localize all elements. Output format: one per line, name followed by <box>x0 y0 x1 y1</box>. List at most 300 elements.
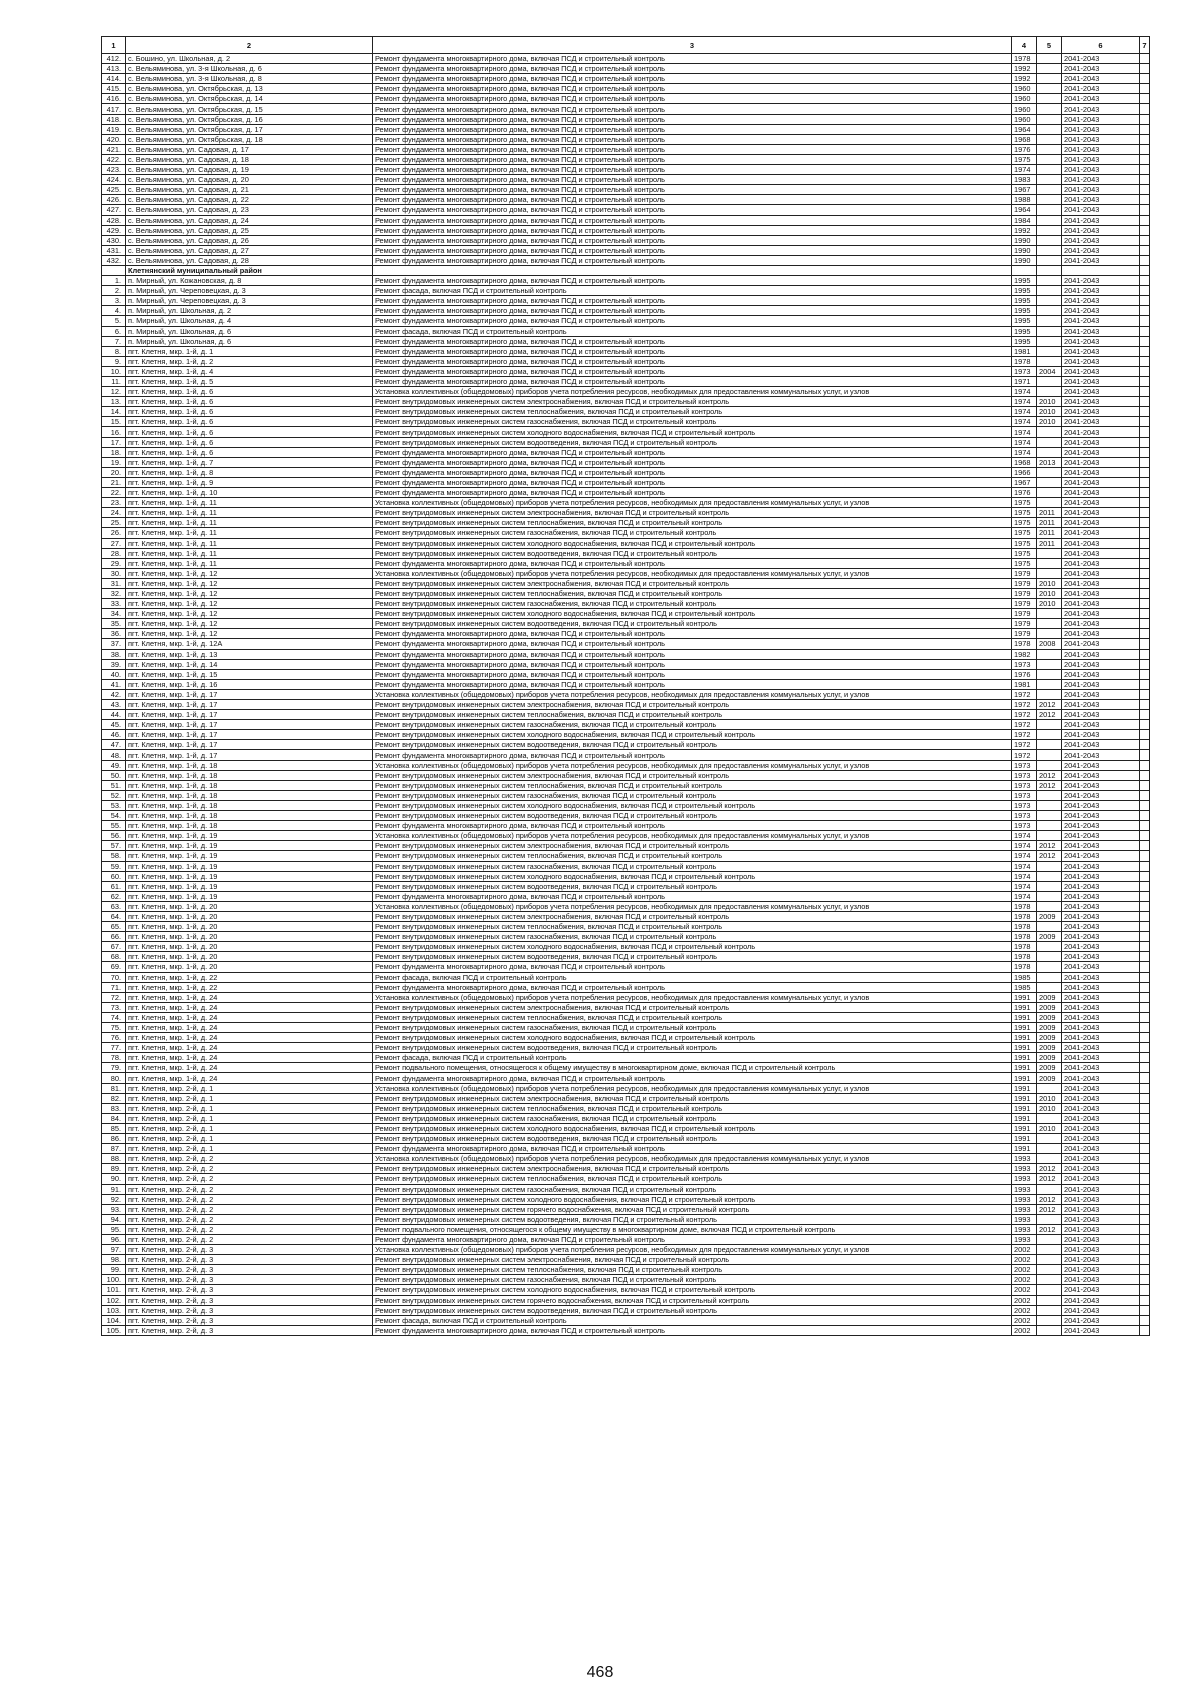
address-cell: пгт. Клетня, мкр. 1-й, д. 11 <box>126 518 373 528</box>
col-7-cell <box>1140 780 1150 790</box>
address-cell: пгт. Клетня, мкр. 1-й, д. 13 <box>126 649 373 659</box>
row-number-cell: 82. <box>102 1093 126 1103</box>
address-cell: пгт. Клетня, мкр. 1-й, д. 20 <box>126 922 373 932</box>
year-last-repair-cell <box>1037 831 1062 841</box>
planned-period-cell: 2041-2043 <box>1062 235 1140 245</box>
planned-period-cell: 2041-2043 <box>1062 114 1140 124</box>
col-7-cell <box>1140 1255 1150 1265</box>
row-number-cell: 35. <box>102 619 126 629</box>
year-last-repair-cell <box>1037 296 1062 306</box>
col-7-cell <box>1140 134 1150 144</box>
year-last-repair-cell <box>1037 144 1062 154</box>
planned-period-cell: 2041-2043 <box>1062 629 1140 639</box>
address-cell: пгт. Клетня, мкр. 1-й, д. 22 <box>126 982 373 992</box>
year-built-cell: 1978 <box>1012 356 1037 366</box>
year-last-repair-cell: 2012 <box>1037 1224 1062 1234</box>
col-7-cell <box>1140 346 1150 356</box>
table-row <box>102 861 1150 871</box>
planned-period-cell: 2041-2043 <box>1062 1204 1140 1214</box>
address-cell: с. Вельяминова, ул. Октябрьская, д. 16 <box>126 114 373 124</box>
year-built-cell: 1975 <box>1012 548 1037 558</box>
col-7-cell <box>1140 851 1150 861</box>
table-row <box>102 397 1150 407</box>
row-number-cell: 62. <box>102 891 126 901</box>
year-built-cell: 1979 <box>1012 568 1037 578</box>
work-type-cell: Ремонт внутридомовых инженерных систем газоснабжения, включая ПСД и строительный контроль <box>373 861 1012 871</box>
planned-period-cell: 2041-2043 <box>1062 457 1140 467</box>
planned-period-cell: 2041-2043 <box>1062 427 1140 437</box>
year-built-cell: 1978 <box>1012 952 1037 962</box>
table-row <box>102 911 1150 921</box>
col-7-cell <box>1140 1033 1150 1043</box>
year-built-cell: 1972 <box>1012 750 1037 760</box>
planned-period-cell: 2041-2043 <box>1062 255 1140 265</box>
planned-period-cell: 2041-2043 <box>1062 710 1140 720</box>
planned-period-cell: 2041-2043 <box>1062 1325 1140 1335</box>
year-built-cell: 1972 <box>1012 710 1037 720</box>
row-number-cell: 79. <box>102 1063 126 1073</box>
year-last-repair-cell <box>1037 942 1062 952</box>
planned-period-cell: 2041-2043 <box>1062 498 1140 508</box>
address-cell: пгт. Клетня, мкр. 1-й, д. 1 <box>126 346 373 356</box>
work-type-cell: Ремонт фундамента многоквартирного дома, включая ПСД и строительный контроль <box>373 1234 1012 1244</box>
address-cell: пгт. Клетня, мкр. 2-й, д. 2 <box>126 1174 373 1184</box>
row-number-cell: 84. <box>102 1113 126 1123</box>
table-row <box>102 195 1150 205</box>
col-7-cell <box>1140 296 1150 306</box>
year-last-repair-cell: 2012 <box>1037 770 1062 780</box>
year-built-cell: 1975 <box>1012 518 1037 528</box>
work-type-cell: Ремонт внутридомовых инженерных систем теплоснабжения, включая ПСД и строительный контроль <box>373 588 1012 598</box>
col-7-cell <box>1140 992 1150 1002</box>
year-last-repair-cell <box>1037 861 1062 871</box>
planned-period-cell: 2041-2043 <box>1062 962 1140 972</box>
year-last-repair-cell <box>1037 114 1062 124</box>
year-last-repair-cell <box>1037 326 1062 336</box>
planned-period-cell: 2041-2043 <box>1062 1285 1140 1295</box>
year-last-repair-cell: 2009 <box>1037 1002 1062 1012</box>
table-row <box>102 881 1150 891</box>
row-number-cell: 60. <box>102 871 126 881</box>
work-type-cell: Ремонт фундамента многоквартирного дома, включая ПСД и строительный контроль <box>373 488 1012 498</box>
col-7-cell <box>1140 1154 1150 1164</box>
col-7-cell <box>1140 387 1150 397</box>
table-row <box>102 387 1150 397</box>
address-cell: пгт. Клетня, мкр. 1-й, д. 12 <box>126 588 373 598</box>
work-type-cell: Ремонт фундамента многоквартирного дома, включая ПСД и строительный контроль <box>373 235 1012 245</box>
year-built-cell: 1973 <box>1012 659 1037 669</box>
year-built-cell: 1960 <box>1012 104 1037 114</box>
year-built-cell: 1972 <box>1012 720 1037 730</box>
year-built-cell: 1975 <box>1012 498 1037 508</box>
planned-period-cell: 2041-2043 <box>1062 185 1140 195</box>
row-number-cell: 85. <box>102 1123 126 1133</box>
year-built-cell: 2002 <box>1012 1245 1037 1255</box>
address-cell: пгт. Клетня, мкр. 1-й, д. 17 <box>126 720 373 730</box>
year-built-cell: 2002 <box>1012 1275 1037 1285</box>
planned-period-cell: 2041-2043 <box>1062 165 1140 175</box>
planned-period-cell: 2041-2043 <box>1062 518 1140 528</box>
table-row <box>102 346 1150 356</box>
planned-period-cell: 2041-2043 <box>1062 1295 1140 1305</box>
row-number-cell: 13. <box>102 397 126 407</box>
year-last-repair-cell <box>1037 195 1062 205</box>
table-row <box>102 74 1150 84</box>
row-number-cell: 22. <box>102 488 126 498</box>
year-last-repair-cell <box>1037 901 1062 911</box>
year-built-cell: 1982 <box>1012 649 1037 659</box>
planned-period-cell: 2041-2043 <box>1062 982 1140 992</box>
row-number-cell: 58. <box>102 851 126 861</box>
address-cell: с. Вельяминова, ул. Садовая, д. 18 <box>126 154 373 164</box>
table-row <box>102 1083 1150 1093</box>
year-built-cell: 1974 <box>1012 447 1037 457</box>
row-number-cell: 101. <box>102 1285 126 1295</box>
year-built-cell: 1964 <box>1012 124 1037 134</box>
header-col-7: 7 <box>1140 37 1150 54</box>
row-number-cell: 427. <box>102 205 126 215</box>
table-row <box>102 780 1150 790</box>
work-type-cell: Установка коллективных (общедомовых) приборов учета потребления ресурсов, необходимых для предоставления коммунальных услуг, и узлов <box>373 689 1012 699</box>
work-type-cell: Ремонт фундамента многоквартирного дома, включая ПСД и строительный контроль <box>373 165 1012 175</box>
planned-period-cell: 2041-2043 <box>1062 144 1140 154</box>
year-last-repair-cell: 2004 <box>1037 366 1062 376</box>
year-last-repair-cell: 2010 <box>1037 1093 1062 1103</box>
table-row <box>102 1325 1150 1335</box>
col-7-cell <box>1140 165 1150 175</box>
work-type-cell: Ремонт внутридомовых инженерных систем водоотведения, включая ПСД и строительный контроль <box>373 740 1012 750</box>
year-last-repair-cell: 2008 <box>1037 639 1062 649</box>
col-7-cell <box>1140 1234 1150 1244</box>
year-built-cell: 1990 <box>1012 235 1037 245</box>
planned-period-cell: 2041-2043 <box>1062 1245 1140 1255</box>
work-type-cell: Ремонт внутридомовых инженерных систем теплоснабжения, включая ПСД и строительный контроль <box>373 407 1012 417</box>
year-built-cell: 1971 <box>1012 377 1037 387</box>
work-type-cell: Ремонт внутридомовых инженерных систем электроснабжения, включая ПСД и строительный контроль <box>373 397 1012 407</box>
row-number-cell: 2. <box>102 286 126 296</box>
table-row <box>102 800 1150 810</box>
row-number-cell: 96. <box>102 1234 126 1244</box>
work-type-cell: Ремонт внутридомовых инженерных систем электроснабжения, включая ПСД и строительный контроль <box>373 841 1012 851</box>
table-row <box>102 760 1150 770</box>
col-7-cell <box>1140 74 1150 84</box>
table-row <box>102 821 1150 831</box>
row-number-cell: 17. <box>102 437 126 447</box>
table-row <box>102 1073 1150 1083</box>
planned-period-cell: 2041-2043 <box>1062 296 1140 306</box>
col-7-cell <box>1140 689 1150 699</box>
work-type-cell: Ремонт фасада, включая ПСД и строительный контроль <box>373 972 1012 982</box>
row-number-cell: 46. <box>102 730 126 740</box>
work-type-cell: Ремонт внутридомовых инженерных систем газоснабжения, включая ПСД и строительный контроль <box>373 528 1012 538</box>
row-number-cell: 68. <box>102 952 126 962</box>
year-built-cell: 1979 <box>1012 599 1037 609</box>
table-row <box>102 1295 1150 1305</box>
work-type-cell: Установка коллективных (общедомовых) приборов учета потребления ресурсов, необходимых для предоставления коммунальных услуг, и узлов <box>373 1245 1012 1255</box>
planned-period-cell: 2041-2043 <box>1062 639 1140 649</box>
address-cell: пгт. Клетня, мкр. 1-й, д. 18 <box>126 770 373 780</box>
planned-period-cell: 2041-2043 <box>1062 881 1140 891</box>
table-row <box>102 1002 1150 1012</box>
year-built-cell: 1973 <box>1012 366 1037 376</box>
row-number-cell: 428. <box>102 215 126 225</box>
address-cell: пгт. Клетня, мкр. 1-й, д. 12 <box>126 629 373 639</box>
year-last-repair-cell <box>1037 891 1062 901</box>
planned-period-cell: 2041-2043 <box>1062 1083 1140 1093</box>
planned-period-cell: 2041-2043 <box>1062 548 1140 558</box>
year-built-cell: 1991 <box>1012 1043 1037 1053</box>
year-last-repair-cell <box>1037 558 1062 568</box>
table-row <box>102 1113 1150 1123</box>
work-type-cell: Ремонт фундамента многоквартирного дома, включая ПСД и строительный контроль <box>373 336 1012 346</box>
repair-schedule-table <box>101 36 1150 1336</box>
table-row <box>102 700 1150 710</box>
address-cell: пгт. Клетня, мкр. 1-й, д. 17 <box>126 700 373 710</box>
row-number-cell: 63. <box>102 901 126 911</box>
row-number-cell: 90. <box>102 1174 126 1184</box>
year-built-cell: 1991 <box>1012 1053 1037 1063</box>
table-row <box>102 447 1150 457</box>
year-last-repair-cell <box>1037 1245 1062 1255</box>
table-row <box>102 1214 1150 1224</box>
row-number-cell: 44. <box>102 710 126 720</box>
row-number-cell: 89. <box>102 1164 126 1174</box>
planned-period-cell: 2041-2043 <box>1062 538 1140 548</box>
table-row <box>102 1234 1150 1244</box>
col-7-cell <box>1140 124 1150 134</box>
planned-period-cell: 2041-2043 <box>1062 558 1140 568</box>
year-last-repair-cell <box>1037 1184 1062 1194</box>
col-7-cell <box>1140 1103 1150 1113</box>
row-number-cell: 45. <box>102 720 126 730</box>
year-last-repair-cell: 2012 <box>1037 1174 1062 1184</box>
planned-period-cell: 2041-2043 <box>1062 477 1140 487</box>
address-cell: пгт. Клетня, мкр. 1-й, д. 19 <box>126 871 373 881</box>
work-type-cell: Ремонт внутридомовых инженерных систем холодного водоснабжения, включая ПСД и строительный контроль <box>373 609 1012 619</box>
row-number-cell: 29. <box>102 558 126 568</box>
year-last-repair-cell: 2009 <box>1037 1043 1062 1053</box>
table-row <box>102 154 1150 164</box>
year-built-cell: 1979 <box>1012 588 1037 598</box>
planned-period-cell: 2041-2043 <box>1062 1073 1140 1083</box>
col-7-cell <box>1140 1144 1150 1154</box>
year-built-cell: 1979 <box>1012 578 1037 588</box>
planned-period-cell: 2041-2043 <box>1062 1214 1140 1224</box>
table-row <box>102 568 1150 578</box>
address-cell: пгт. Клетня, мкр. 1-й, д. 16 <box>126 679 373 689</box>
col-7-cell <box>1140 94 1150 104</box>
year-built-cell: 1974 <box>1012 427 1037 437</box>
year-built-cell: 2002 <box>1012 1325 1037 1335</box>
address-cell: пгт. Клетня, мкр. 1-й, д. 12 <box>126 568 373 578</box>
row-number-cell: 11. <box>102 377 126 387</box>
year-built-cell: 1991 <box>1012 1063 1037 1073</box>
year-built-cell: 1974 <box>1012 165 1037 175</box>
address-cell: пгт. Клетня, мкр. 1-й, д. 19 <box>126 861 373 871</box>
address-cell: пгт. Клетня, мкр. 1-й, д. 9 <box>126 477 373 487</box>
year-last-repair-cell: 2010 <box>1037 417 1062 427</box>
address-cell: пгт. Клетня, мкр. 1-й, д. 24 <box>126 1023 373 1033</box>
col-7-cell <box>1140 1134 1150 1144</box>
work-type-cell: Ремонт внутридомовых инженерных систем водоотведения, включая ПСД и строительный контроль <box>373 952 1012 962</box>
planned-period-cell: 2041-2043 <box>1062 215 1140 225</box>
col-7-cell <box>1140 1265 1150 1275</box>
year-last-repair-cell <box>1037 316 1062 326</box>
work-type-cell: Ремонт внутридомовых инженерных систем электроснабжения, включая ПСД и строительный контроль <box>373 578 1012 588</box>
row-number-cell: 27. <box>102 538 126 548</box>
year-built-cell: 1978 <box>1012 901 1037 911</box>
table-row <box>102 649 1150 659</box>
table-row <box>102 1305 1150 1315</box>
planned-period-cell: 2041-2043 <box>1062 922 1140 932</box>
address-cell: с. Вельяминова, ул. Октябрьская, д. 15 <box>126 104 373 114</box>
year-built-cell: 2002 <box>1012 1305 1037 1315</box>
planned-period-cell: 2041-2043 <box>1062 800 1140 810</box>
year-last-repair-cell <box>1037 427 1062 437</box>
table-header <box>102 37 1150 54</box>
planned-period-cell: 2041-2043 <box>1062 336 1140 346</box>
table-row <box>102 659 1150 669</box>
row-number-cell: 20. <box>102 467 126 477</box>
year-last-repair-cell <box>1037 377 1062 387</box>
header-row <box>102 37 1150 54</box>
year-last-repair-cell: 2011 <box>1037 528 1062 538</box>
address-cell: пгт. Клетня, мкр. 2-й, д. 2 <box>126 1234 373 1244</box>
table-row <box>102 356 1150 366</box>
address-cell: пгт. Клетня, мкр. 1-й, д. 15 <box>126 669 373 679</box>
year-built-cell: 1979 <box>1012 609 1037 619</box>
planned-period-cell: 2041-2043 <box>1062 124 1140 134</box>
table-row <box>102 306 1150 316</box>
year-last-repair-cell <box>1037 74 1062 84</box>
address-cell: пгт. Клетня, мкр. 1-й, д. 18 <box>126 821 373 831</box>
work-type-cell: Ремонт внутридомовых инженерных систем теплоснабжения, включая ПСД и строительный контроль <box>373 922 1012 932</box>
year-built-cell: 1991 <box>1012 1113 1037 1123</box>
address-cell: с. Вельяминова, ул. Садовая, д. 25 <box>126 225 373 235</box>
planned-period-cell: 2041-2043 <box>1062 740 1140 750</box>
work-type-cell: Ремонт фундамента многоквартирного дома, включая ПСД и строительный контроль <box>373 477 1012 487</box>
row-number-cell: 48. <box>102 750 126 760</box>
planned-period-cell: 2041-2043 <box>1062 1305 1140 1315</box>
col-7-cell <box>1140 104 1150 114</box>
work-type-cell: Ремонт внутридомовых инженерных систем газоснабжения, включая ПСД и строительный контроль <box>373 1023 1012 1033</box>
year-built-cell: 1991 <box>1012 1023 1037 1033</box>
year-last-repair-cell <box>1037 245 1062 255</box>
year-built-cell: 1973 <box>1012 780 1037 790</box>
table-row <box>102 1265 1150 1275</box>
address-cell: п. Мирный, ул. Череповецкая, д. 3 <box>126 296 373 306</box>
table-row <box>102 235 1150 245</box>
table-row <box>102 790 1150 800</box>
table-row <box>102 841 1150 851</box>
planned-period-cell: 2041-2043 <box>1062 245 1140 255</box>
col-7-cell <box>1140 215 1150 225</box>
planned-period-cell: 2041-2043 <box>1062 366 1140 376</box>
row-number-cell: 41. <box>102 679 126 689</box>
address-cell: пгт. Клетня, мкр. 1-й, д. 17 <box>126 689 373 699</box>
year-built-cell: 1991 <box>1012 1002 1037 1012</box>
address-cell: пгт. Клетня, мкр. 2-й, д. 1 <box>126 1083 373 1093</box>
year-built-cell: 1978 <box>1012 932 1037 942</box>
work-type-cell: Ремонт фундамента многоквартирного дома, включая ПСД и строительный контроль <box>373 891 1012 901</box>
year-built-cell: 1991 <box>1012 1144 1037 1154</box>
work-type-cell: Ремонт фундамента многоквартирного дома, включая ПСД и строительный контроль <box>373 94 1012 104</box>
address-cell: пгт. Клетня, мкр. 1-й, д. 11 <box>126 508 373 518</box>
row-number-cell: 9. <box>102 356 126 366</box>
row-number-cell: 18. <box>102 447 126 457</box>
document-page <box>101 36 1149 1336</box>
col-7-cell <box>1140 276 1150 286</box>
year-last-repair-cell <box>1037 1275 1062 1285</box>
col-7-cell <box>1140 84 1150 94</box>
row-number-cell: 80. <box>102 1073 126 1083</box>
row-number-cell: 421. <box>102 144 126 154</box>
planned-period-cell: 2041-2043 <box>1062 831 1140 841</box>
year-last-repair-cell <box>1037 477 1062 487</box>
work-type-cell: Ремонт фундамента многоквартирного дома, включая ПСД и строительный контроль <box>373 659 1012 669</box>
row-number-cell: 77. <box>102 1043 126 1053</box>
work-type-cell: Ремонт фасада, включая ПСД и строительный контроль <box>373 326 1012 336</box>
work-type-cell: Ремонт внутридомовых инженерных систем водоотведения, включая ПСД и строительный контроль <box>373 1305 1012 1315</box>
work-type-cell: Ремонт внутридомовых инженерных систем водоотведения, включая ПСД и строительный контроль <box>373 881 1012 891</box>
year-built-cell: 2002 <box>1012 1315 1037 1325</box>
col-7-cell <box>1140 1012 1150 1022</box>
table-row <box>102 54 1150 64</box>
address-cell: п. Мирный, ул. Школьная, д. 4 <box>126 316 373 326</box>
address-cell: пгт. Клетня, мкр. 1-й, д. 6 <box>126 397 373 407</box>
table-row <box>102 165 1150 175</box>
year-built-cell: 1975 <box>1012 154 1037 164</box>
table-row <box>102 1255 1150 1265</box>
table-row <box>102 891 1150 901</box>
work-type-cell: Ремонт фундамента многоквартирного дома, включая ПСД и строительный контроль <box>373 457 1012 467</box>
work-type-cell: Ремонт внутридомовых инженерных систем электроснабжения, включая ПСД и строительный контроль <box>373 1093 1012 1103</box>
col-7-cell <box>1140 457 1150 467</box>
year-built-cell: 1974 <box>1012 871 1037 881</box>
col-7-cell <box>1140 336 1150 346</box>
row-number-cell: 70. <box>102 972 126 982</box>
planned-period-cell: 2041-2043 <box>1062 891 1140 901</box>
year-built-cell: 1993 <box>1012 1174 1037 1184</box>
planned-period-cell: 2041-2043 <box>1062 387 1140 397</box>
table-row <box>102 1154 1150 1164</box>
planned-period-cell: 2041-2043 <box>1062 467 1140 477</box>
row-number-cell: 412. <box>102 54 126 64</box>
row-number-cell: 31. <box>102 578 126 588</box>
year-built-cell: 1985 <box>1012 982 1037 992</box>
row-number-cell: 418. <box>102 114 126 124</box>
year-built-cell: 1974 <box>1012 881 1037 891</box>
col-7-cell <box>1140 740 1150 750</box>
address-cell: пгт. Клетня, мкр. 1-й, д. 24 <box>126 1012 373 1022</box>
address-cell: пгт. Клетня, мкр. 1-й, д. 18 <box>126 800 373 810</box>
address-cell: с. Вельяминова, ул. Октябрьская, д. 17 <box>126 124 373 134</box>
address-cell: пгт. Клетня, мкр. 1-й, д. 19 <box>126 831 373 841</box>
year-last-repair-cell: 2012 <box>1037 710 1062 720</box>
work-type-cell: Ремонт внутридомовых инженерных систем теплоснабжения, включая ПСД и строительный контроль <box>373 518 1012 528</box>
col-7-cell <box>1140 770 1150 780</box>
year-last-repair-cell: 2009 <box>1037 1053 1062 1063</box>
year-last-repair-cell: 2012 <box>1037 1194 1062 1204</box>
table-row <box>102 417 1150 427</box>
year-last-repair-cell <box>1037 1285 1062 1295</box>
col-7-cell <box>1140 720 1150 730</box>
address-cell: с. Вельяминова, ул. Садовая, д. 21 <box>126 185 373 195</box>
work-type-cell: Ремонт внутридомовых инженерных систем газоснабжения, включая ПСД и строительный контроль <box>373 417 1012 427</box>
year-last-repair-cell <box>1037 165 1062 175</box>
col-7-cell <box>1140 1043 1150 1053</box>
col-7-cell <box>1140 588 1150 598</box>
